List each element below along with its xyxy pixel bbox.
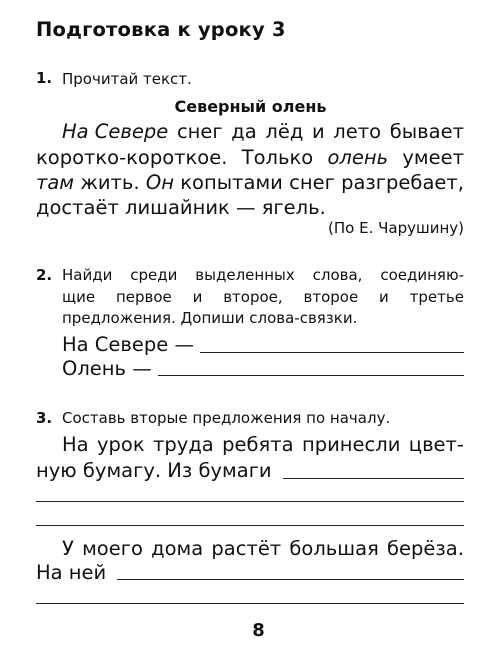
- task-3-part-1-line-1: На урок труда ребята принесли цвет-: [62, 433, 464, 456]
- task-2-instruction-line-3: предложения. Допиши слова-связки.: [62, 309, 358, 327]
- task-3-part-1-line-2: ную бумагу. Из бумаги: [36, 459, 272, 482]
- page-number: 8: [252, 620, 265, 641]
- answer-line-3[interactable]: [283, 478, 464, 479]
- text-source: (По Е. Чарушину): [328, 219, 464, 237]
- task-1-number: 1.: [36, 69, 53, 87]
- answer-line-4[interactable]: [36, 501, 464, 502]
- task-2-instruction-line-1: Найди среди выделенных слова, соединяю-: [62, 266, 464, 284]
- text-line-3: там жить. Он копытами снег разгребает,: [36, 171, 464, 194]
- answer-prefix-2: Олень —: [62, 357, 152, 380]
- text-line-2: коротко-короткое. Только олень умеет: [36, 146, 464, 169]
- answer-line-1[interactable]: [200, 352, 464, 353]
- answer-line-6[interactable]: [117, 579, 464, 580]
- text-title: Северный олень: [174, 97, 327, 116]
- text-line-4: достаёт лишайник — ягель.: [36, 196, 326, 219]
- answer-line-7[interactable]: [36, 603, 464, 604]
- task-3-part-2-line-2: На ней: [36, 561, 107, 584]
- task-1-instruction: Прочитай текст.: [62, 70, 192, 88]
- answer-prefix-1: На Севере —: [62, 333, 194, 356]
- task-3-part-2-line-1: У моего дома растёт большая берёза.: [62, 537, 464, 560]
- task-2-number: 2.: [36, 266, 53, 284]
- task-2-instruction-line-2: щие первое и второе, второе и третье: [62, 288, 464, 306]
- page-title: Подготовка к уроку 3: [36, 18, 286, 41]
- task-3-instruction: Составь вторые предложения по началу.: [62, 409, 391, 427]
- task-3-number: 3.: [36, 409, 53, 427]
- answer-line-2[interactable]: [158, 375, 464, 376]
- text-line-1: На Севере снег да лёд и лето бывает: [62, 120, 464, 143]
- answer-line-5[interactable]: [36, 525, 464, 526]
